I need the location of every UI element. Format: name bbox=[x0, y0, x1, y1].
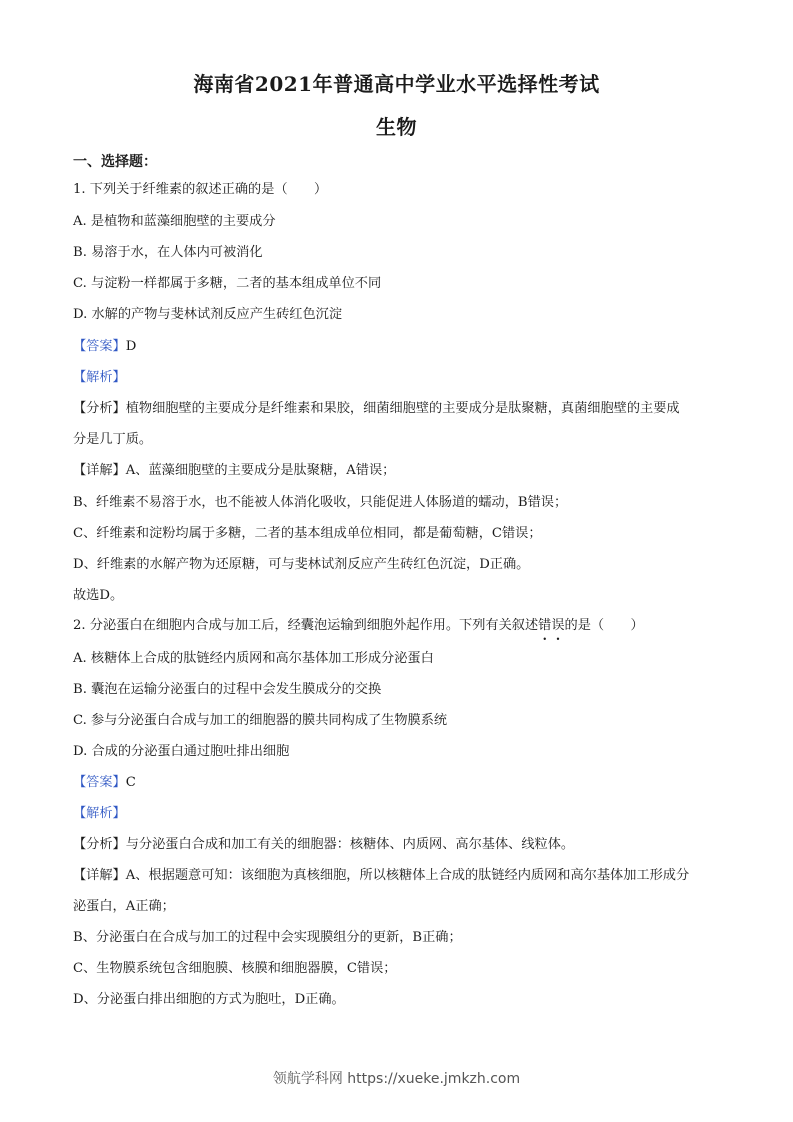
fenxi-tag: 【分析】 bbox=[73, 401, 126, 416]
answer-tag: 【答案】 bbox=[73, 775, 126, 790]
q1-xiangjie-line-1 bbox=[73, 462, 723, 480]
q1-stem: 1. 下列关于纤维素的叙述正确的是（ ） bbox=[73, 182, 328, 197]
q1-detail-b: B、纤维素不易溶于水，也不能被人体消化吸收，只能促进人体肠道的蠕动，B错误； bbox=[73, 495, 568, 510]
answer-value: C bbox=[125, 775, 136, 790]
q1-detail-d: D、纤维素的水解产物为还原糖，可与斐林试剂反应产生砖红色沉淀，D正确。 bbox=[73, 557, 530, 572]
section-heading: 一、选择题： bbox=[73, 154, 157, 170]
answer-tag: 【答案】 bbox=[73, 339, 126, 354]
fenxi-text: 植物细胞壁的主要成分是纤维素和果胶，细菌细胞壁的主要成分是肽聚糖，真菌细胞壁的主要成 bbox=[125, 401, 680, 416]
q2-stem-end: 的是（ ） bbox=[564, 618, 644, 633]
q2-option-a: A. 核糖体上合成的肽链经内质网和高尔基体加工形成分泌蛋白 bbox=[73, 651, 434, 666]
q2-detail-d: D、分泌蛋白排出细胞的方式为胞吐，D正确。 bbox=[73, 992, 345, 1007]
q2-xiangjie-line-2: 泌蛋白，A正确； bbox=[73, 899, 175, 914]
q2-option-b: B. 囊泡在运输分泌蛋白的过程中会发生膜成分的交换 bbox=[73, 682, 382, 697]
xiangjie-text: A、蓝藻细胞壁的主要成分是肽聚糖，A错误； bbox=[125, 463, 396, 478]
subject-title: 生物 bbox=[376, 115, 417, 139]
q2-answer bbox=[73, 774, 723, 792]
q1-analysis-tag bbox=[73, 369, 723, 387]
xiangjie-text: A、根据题意可知：该细胞为真核细胞，所以核糖体上合成的肽链经内质网和高尔基体加工形成分 bbox=[125, 868, 690, 883]
q1-option-c: C. 与淀粉一样都属于多糖，二者的基本组成单位不同 bbox=[73, 276, 382, 291]
xiangjie-tag: 【详解】 bbox=[73, 868, 126, 883]
analysis-tag: 【解析】 bbox=[73, 806, 126, 821]
q1-answer bbox=[73, 338, 723, 356]
q2-xiangjie-line-1 bbox=[73, 867, 723, 885]
fenxi-text: 与分泌蛋白合成和加工有关的细胞器：核糖体、内质网、高尔基体、线粒体。 bbox=[125, 837, 575, 852]
q1-fenxi-line-1 bbox=[73, 400, 723, 418]
q2-stem bbox=[73, 617, 723, 635]
xiangjie-tag: 【详解】 bbox=[73, 463, 126, 478]
q2-stem-text: 2. 分泌蛋白在细胞内合成与加工后，经囊泡运输到细胞外起作用。下列有关叙述 bbox=[73, 618, 539, 633]
q1-option-d: D. 水解的产物与斐林试剂反应产生砖红色沉淀 bbox=[73, 307, 343, 322]
q1-fenxi-line-2: 分是几丁质。 bbox=[73, 432, 153, 447]
q2-fenxi-line-1 bbox=[73, 836, 723, 854]
answer-value: D bbox=[125, 339, 137, 354]
q2-detail-b: B、分泌蛋白在合成与加工的过程中会实现膜组分的更新，B正确； bbox=[73, 930, 462, 945]
analysis-tag: 【解析】 bbox=[73, 370, 126, 385]
q1-option-a: A. 是植物和蓝藻细胞壁的主要成分 bbox=[73, 214, 276, 229]
q1-conclusion: 故选D。 bbox=[73, 588, 124, 603]
q1-detail-c: C、纤维素和淀粉均属于多糖，二者的基本组成单位相同，都是葡萄糖，C错误； bbox=[73, 526, 542, 541]
exam-title: 海南省2021年普通高中学业水平选择性考试 bbox=[193, 72, 600, 96]
emphasis-char: 错 bbox=[538, 618, 552, 633]
q2-analysis-tag bbox=[73, 805, 723, 823]
q2-detail-c: C、生物膜系统包含细胞膜、核膜和细胞器膜，C错误； bbox=[73, 961, 397, 976]
q2-option-c: C. 参与分泌蛋白合成与加工的细胞器的膜共同构成了生物膜系统 bbox=[73, 713, 448, 728]
footer-watermark: 领航学科网 https://xueke.jmkzh.com bbox=[272, 1071, 521, 1087]
emphasis-char: 误 bbox=[551, 618, 565, 633]
q1-option-b: B. 易溶于水，在人体内可被消化 bbox=[73, 245, 263, 260]
q2-option-d: D. 合成的分泌蛋白通过胞吐排出细胞 bbox=[73, 744, 290, 759]
fenxi-tag: 【分析】 bbox=[73, 837, 126, 852]
